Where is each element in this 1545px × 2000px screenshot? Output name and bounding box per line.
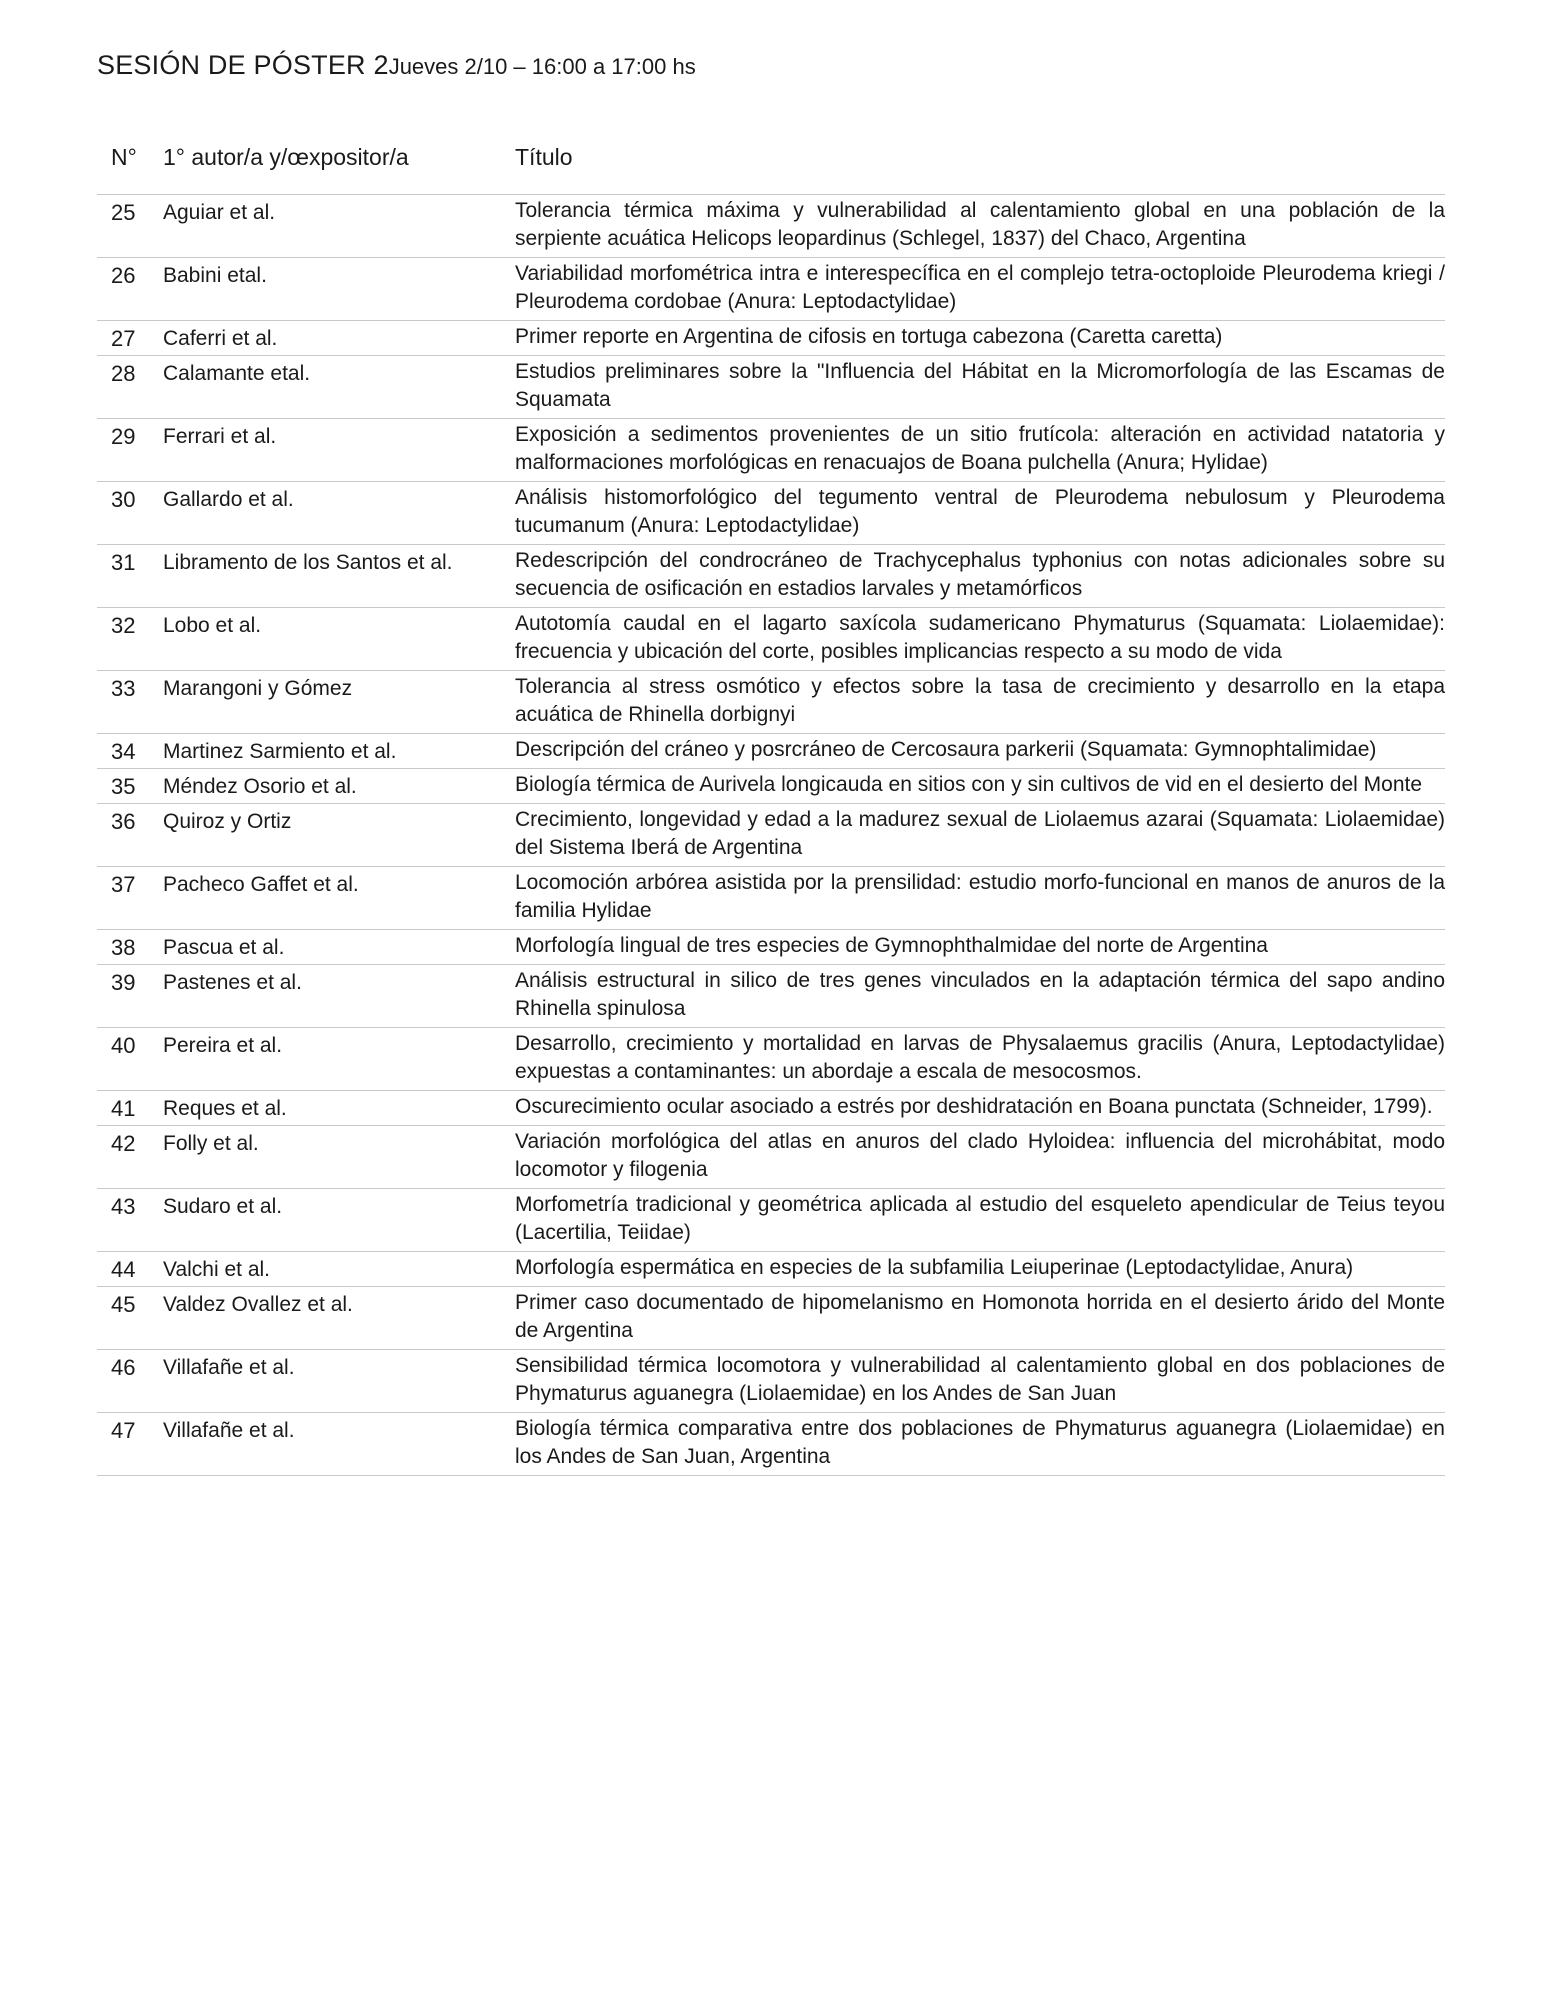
poster-title: Desarrollo, crecimiento y mortalidad en larvas de Physalaemus gracilis (Anura, Leptodactylidae) expuestas a contaminantes: un abordaje a escala de mesocosmos. xyxy=(515,1032,1445,1083)
poster-title: Morfometría tradicional y geométrica aplicada al estudio del esqueleto apendicular de Teius teyou (Lacertilia, Teiidae) xyxy=(515,1193,1445,1244)
poster-number: 45 xyxy=(111,1292,136,1317)
poster-author: Gallardo et al. xyxy=(163,488,294,511)
poster-author: Pascua et al. xyxy=(163,936,285,959)
poster-title: Tolerancia térmica máxima y vulnerabilidad al calentamiento global en una población de la serpiente acuática Helicops leopardinus (Schlegel, 1837) del Chaco, Argentina xyxy=(515,199,1445,250)
poster-author: Méndez Osorio et al. xyxy=(163,775,357,798)
poster-title: Autotomía caudal en el lagarto saxícola sudamericano Phymaturus (Squamata: Liolaemidae): frecuencia y ubicación del corte, posibles implicancias respecto a su modo de vida xyxy=(515,612,1445,663)
column-header-author: 1° autor/a y/œxpositor/a xyxy=(163,144,409,170)
poster-title: Biología térmica de Aurivela longicauda en sitios con y sin cultivos de vid en el desierto del Monte xyxy=(515,773,1423,796)
poster-number: 36 xyxy=(111,809,136,834)
poster-author: Caferri et al. xyxy=(163,327,278,350)
poster-title: Análisis histomorfológico del tegumento ventral de Pleurodema nebulosum y Pleurodema tucumanum (Anura: Leptodactylidae) xyxy=(515,486,1445,537)
table-row xyxy=(97,1251,1445,1286)
poster-title: Sensibilidad térmica locomotora y vulnerabilidad al calentamiento global en dos poblaciones de Phymaturus aguanegra (Liolaemidae) en los Andes de San Juan xyxy=(515,1354,1445,1405)
poster-author: Lobo et al. xyxy=(163,614,262,637)
poster-number: 34 xyxy=(111,739,136,764)
poster-number: 40 xyxy=(111,1033,136,1058)
poster-title: Biología térmica comparativa entre dos poblaciones de Phymaturus aguanegra (Liolaemidae) en los Andes de San Juan, Argentina xyxy=(515,1417,1445,1468)
poster-number: 27 xyxy=(111,326,136,351)
poster-number: 30 xyxy=(111,487,136,512)
poster-number: 38 xyxy=(111,935,136,960)
table-row xyxy=(97,418,1445,481)
table-row xyxy=(97,1125,1445,1188)
session-title: SESIÓN DE PÓSTER 2 xyxy=(97,50,389,80)
poster-number: 46 xyxy=(111,1355,136,1380)
poster-title: Redescripción del condrocráneo de Trachycephalus typhonius con notas adicionales sobre su secuencia de osificación en estadios larvales y metamórficos xyxy=(515,549,1445,600)
poster-title: Primer caso documentado de hipomelanismo en Homonota horrida en el desierto árido del Monte de Argentina xyxy=(515,1291,1445,1342)
table-row xyxy=(97,607,1445,670)
table-row xyxy=(97,320,1445,355)
table-row xyxy=(97,355,1445,418)
poster-author: Valchi et al. xyxy=(163,1258,270,1281)
poster-title: Análisis estructural in silico de tres genes vinculados en la adaptación térmica del sapo andino Rhinella spinulosa xyxy=(515,969,1445,1020)
poster-title: Morfología espermática en especies de la subfamilia Leiuperinae (Leptodactylidae, Anura) xyxy=(515,1256,1354,1279)
poster-number: 47 xyxy=(111,1418,136,1443)
table-row xyxy=(97,670,1445,733)
poster-title: Variación morfológica del atlas en anuros del clado Hyloidea: influencia del microhábitat, modo locomotor y filogenia xyxy=(515,1130,1445,1181)
table-row xyxy=(97,1188,1445,1251)
table-body xyxy=(97,194,1445,1476)
table-row xyxy=(97,964,1445,1027)
poster-number: 25 xyxy=(111,200,136,225)
poster-author: Villafañe et al. xyxy=(163,1419,295,1442)
poster-title: Morfología lingual de tres especies de Gymnophthalmidae del norte de Argentina xyxy=(515,934,1268,957)
table-row xyxy=(97,481,1445,544)
column-header-title: Título xyxy=(515,144,573,170)
poster-title: Locomoción arbórea asistida por la prensilidad: estudio morfo-funcional en manos de anuros de la familia Hylidae xyxy=(515,871,1445,922)
table-row xyxy=(97,866,1445,929)
poster-number: 43 xyxy=(111,1194,136,1219)
poster-author: Libramento de los Santos et al. xyxy=(163,551,453,574)
table-row xyxy=(97,768,1445,803)
poster-number: 26 xyxy=(111,263,136,288)
poster-number: 32 xyxy=(111,613,136,638)
poster-title: Exposición a sedimentos provenientes de un sitio frutícola: alteración en actividad natatoria y malformaciones morfológicas en renacuajos de Boana pulchella (Anura; Hylidae) xyxy=(515,423,1445,474)
column-header-number: N° xyxy=(111,144,137,170)
poster-number: 31 xyxy=(111,550,136,575)
poster-title: Variabilidad morfométrica intra e interespecífica en el complejo tetra-octoploide Pleurodema kriegi / Pleurodema cordobae (Anura: Leptodactylidae) xyxy=(515,262,1445,313)
poster-author: Sudaro et al. xyxy=(163,1195,283,1218)
poster-author: Marangoni y Gómez xyxy=(163,677,353,700)
poster-author: Reques et al. xyxy=(163,1097,287,1120)
poster-author: Martinez Sarmiento et al. xyxy=(163,740,397,763)
table-header xyxy=(97,138,1445,194)
poster-author: Folly et al. xyxy=(163,1132,259,1155)
table-row xyxy=(97,929,1445,964)
table-row xyxy=(97,1412,1445,1476)
page-heading xyxy=(97,50,696,81)
poster-title: Estudios preliminares sobre la "Influencia del Hábitat en la Micromorfología de las Escamas de Squamata xyxy=(515,360,1445,411)
poster-author: Pacheco Gaffet et al. xyxy=(163,873,359,896)
table-row xyxy=(97,544,1445,607)
poster-number: 42 xyxy=(111,1131,136,1156)
poster-author: Quiroz y Ortiz xyxy=(163,810,292,833)
table-row xyxy=(97,1027,1445,1090)
poster-title: Descripción del cráneo y posrcráneo de Cercosaura parkerii (Squamata: Gymnophtalimidae) xyxy=(515,738,1377,761)
table-row xyxy=(97,194,1445,257)
poster-number: 37 xyxy=(111,872,136,897)
poster-number: 41 xyxy=(111,1096,136,1121)
poster-author: Babini etal. xyxy=(163,264,267,287)
poster-title: Tolerancia al stress osmótico y efectos sobre la tasa de crecimiento y desarrollo en la etapa acuática de Rhinella dorbignyi xyxy=(515,675,1445,726)
table-row xyxy=(97,803,1445,866)
poster-author: Calamante etal. xyxy=(163,362,311,385)
poster-author: Villafañe et al. xyxy=(163,1356,295,1379)
poster-title: Primer reporte en Argentina de cifosis en tortuga cabezona (Caretta caretta) xyxy=(515,325,1223,348)
poster-number: 28 xyxy=(111,361,136,386)
poster-number: 44 xyxy=(111,1257,136,1282)
poster-author: Aguiar et al. xyxy=(163,201,276,224)
table-row xyxy=(97,733,1445,768)
poster-number: 33 xyxy=(111,676,136,701)
table-row xyxy=(97,1090,1445,1125)
poster-author: Pastenes et al. xyxy=(163,971,302,994)
table-row xyxy=(97,1349,1445,1412)
poster-author: Valdez Ovallez et al. xyxy=(163,1293,353,1316)
session-schedule: Jueves 2/10 – 16:00 a 17:00 hs xyxy=(388,54,696,79)
poster-author: Pereira et al. xyxy=(163,1034,283,1057)
table-row xyxy=(97,1286,1445,1349)
table-row xyxy=(97,257,1445,320)
poster-number: 39 xyxy=(111,970,136,995)
poster-title: Oscurecimiento ocular asociado a estrés por deshidratación en Boana punctata (Schneider, 1799). xyxy=(515,1095,1433,1118)
poster-number: 29 xyxy=(111,424,136,449)
poster-number: 35 xyxy=(111,774,136,799)
poster-author: Ferrari et al. xyxy=(163,425,277,448)
poster-table xyxy=(97,138,1445,1476)
poster-title: Crecimiento, longevidad y edad a la madurez sexual de Liolaemus azarai (Squamata: Liolaemidae) del Sistema Iberá de Argentina xyxy=(515,808,1445,859)
